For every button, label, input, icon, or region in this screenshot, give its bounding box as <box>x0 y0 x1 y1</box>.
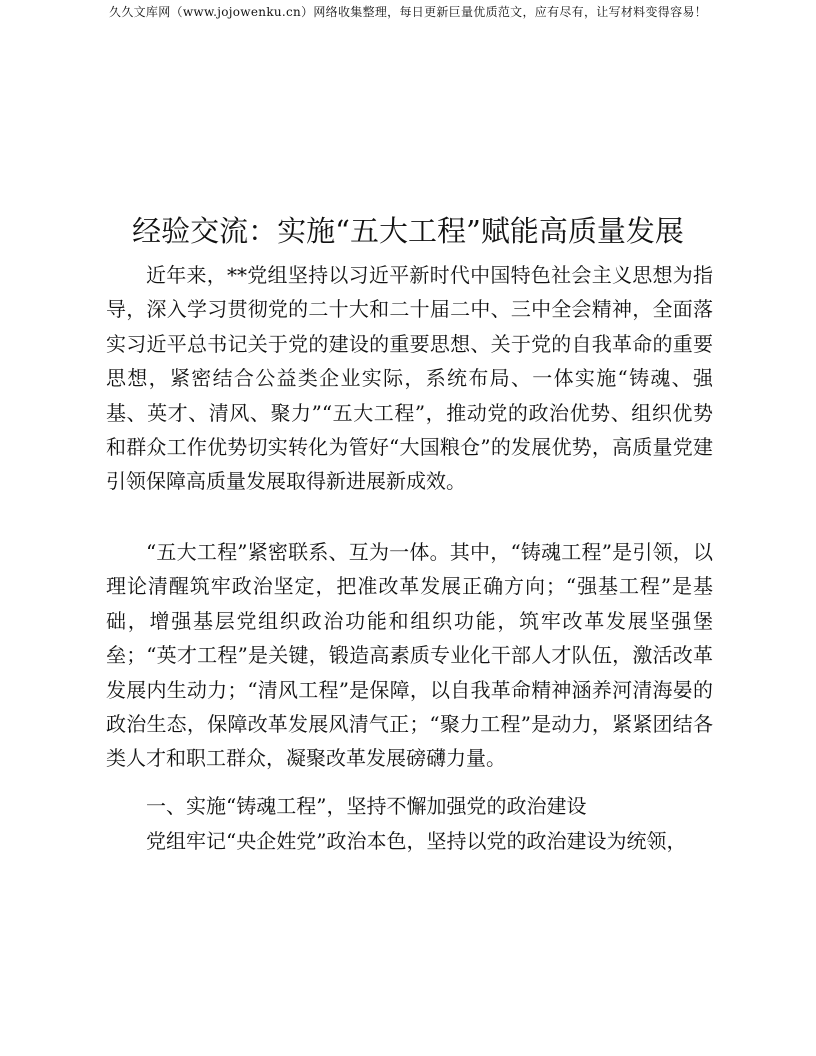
section-heading-1: 一、实施“铸魂工程”，坚持不懈加强党的政治建设 <box>146 794 587 818</box>
page-header-watermark: 久久文库网（www.jojowenku.cn）网络收集整理，每日更新巨量优质范文，应有尽有，让写材料变得容易！ <box>109 5 707 19</box>
document-title: 经验交流：实施“五大工程”赋能高质量发展 <box>132 214 684 248</box>
paragraph-five-projects: “五大工程”紧密联系、互为一体。其中，“铸魂工程”是引领，以理论清醒筑牢政治坚定，把准改革发展正确方向；“强基工程”是基础，增强基层党组织政治功能和组织功能，筑牢改革发展坚强堡垒；“英才工程”是关键，锻造高素质专业化干部人才队伍，激活改革发展内生动力；“清风工程”是保障，以自我革命精神涵养河清海晏的政治生态，保障改革发展风清气正；“聚力工程”是动力，紧紧团结各类人才和职工群众，凝聚改革发展磅礴力量。 <box>106 540 713 771</box>
paragraph-intro: 近年来，**党组坚持以习近平新时代中国特色社会主义思想为指导，深入学习贯彻党的二十大和二十届二中、三中全会精神，全面落实习近平总书记关于党的建设的重要思想、关于党的自我革命的重要思想，紧密结合公益类企业实际，系统布局、一体实施“铸魂、强基、英才、清风、聚力”“五大工程”，推动党的政治优势、组织优势和群众工作优势切实转化为管好“大国粮仓”的发展优势，高质量党建引领保障高质量发展取得新进展新成效。 <box>106 263 713 494</box>
paragraph-section-1: 党组牢记“央企姓党”政治本色，坚持以党的政治建设为统领， <box>146 829 687 853</box>
